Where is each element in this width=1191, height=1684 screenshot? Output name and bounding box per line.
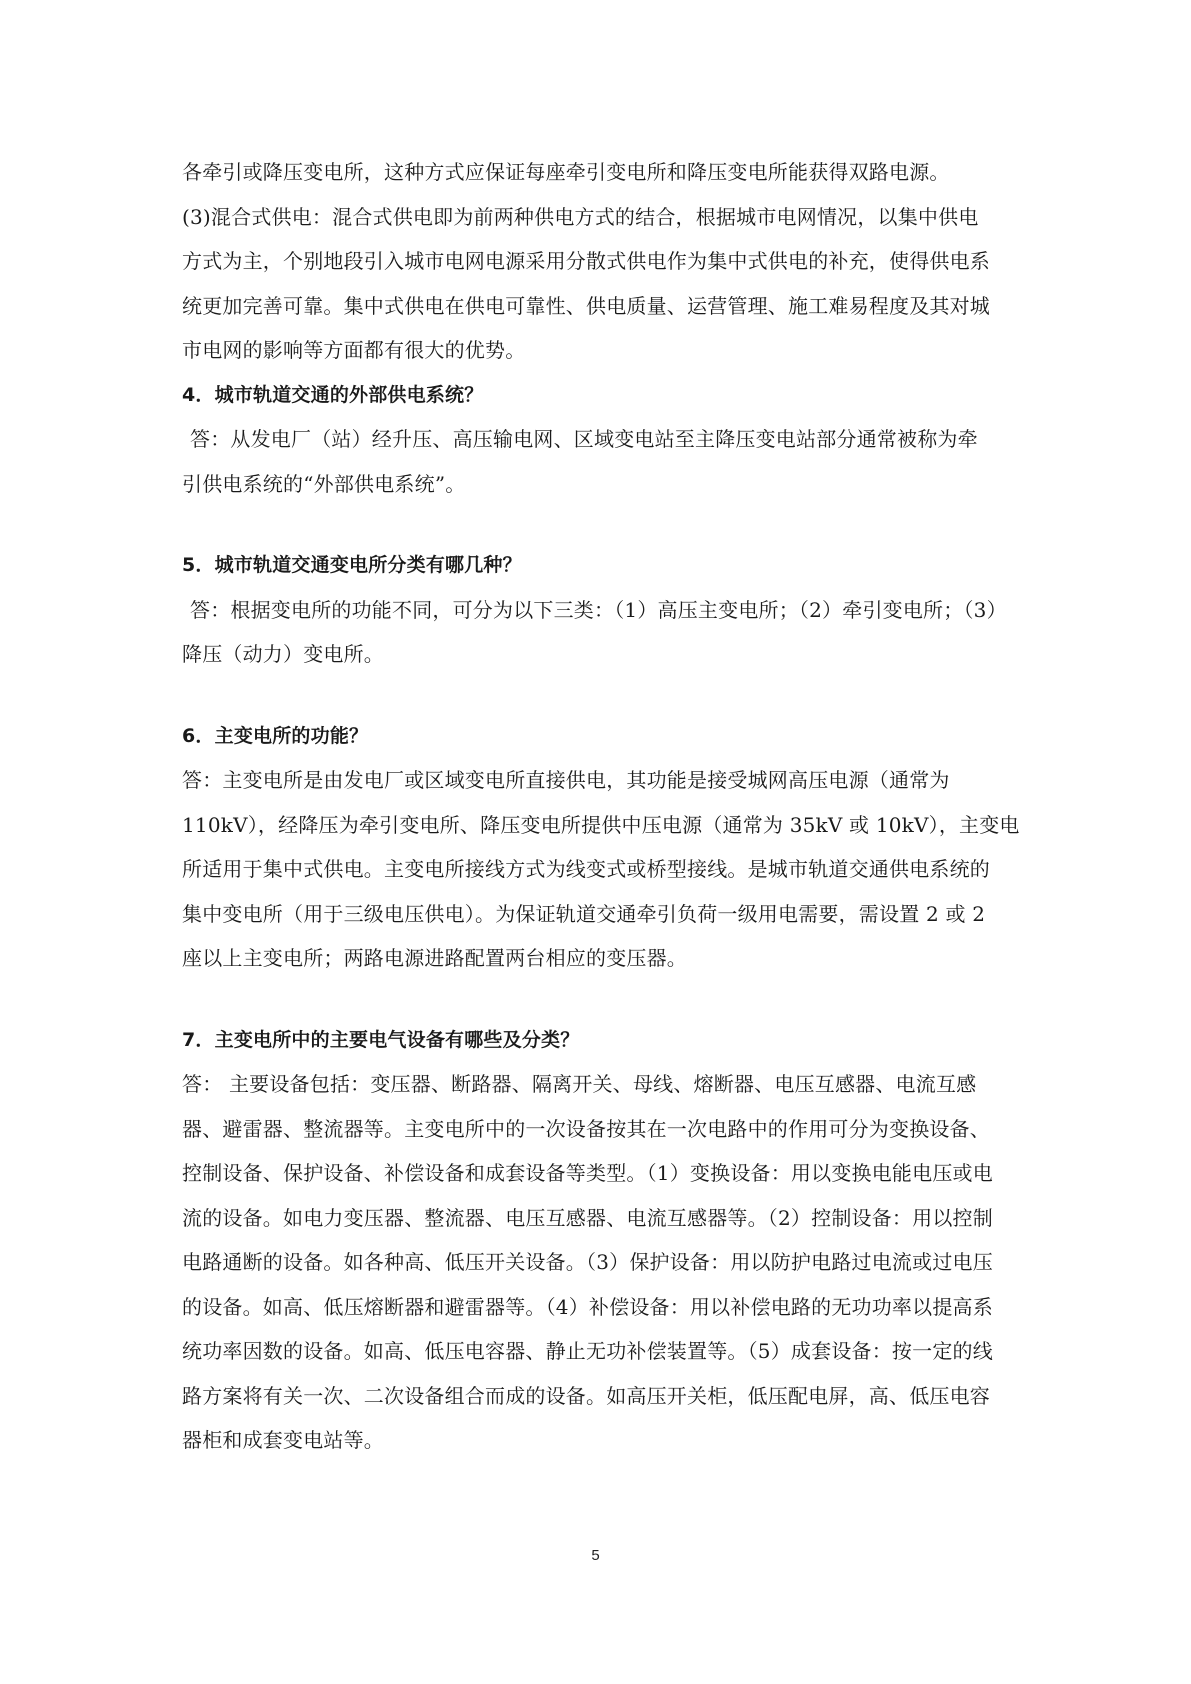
question-6-heading: 6．主变电所的功能？ bbox=[182, 724, 369, 747]
answer-line: 引供电系统的“外部供电系统”。 bbox=[182, 471, 466, 496]
answer-line: 的设备。如高、低压熔断器和避雷器等。（4）补偿设备：用以补偿电路的无功功率以提高系 bbox=[182, 1294, 993, 1319]
answer-line: 110kV），经降压为牵引变电所、降压变电所提供中压电源（通常为 35kV 或 10kV），主变电 bbox=[182, 812, 1020, 837]
answer-line: 答：根据变电所的功能不同，可分为以下三类：（1）高压主变电所；（2）牵引变电所；（3） bbox=[190, 597, 1007, 622]
answer-line: 降压（动力）变电所。 bbox=[182, 642, 384, 666]
section-gap bbox=[182, 981, 1016, 1018]
paragraph-line: (3)混合式供电：混合式供电即为前两种供电方式的结合，根据城市电网情况，以集中供电 bbox=[182, 204, 979, 229]
answer-line: 器、避雷器、整流器等。主变电所中的一次设备按其在一次电路中的作用可分为变换设备、 bbox=[182, 1116, 990, 1141]
page-number: 5 bbox=[591, 1547, 600, 1564]
paragraph-line: 统更加完善可靠。集中式供电在供电可靠性、供电质量、运营管理、施工难易程度及其对城 bbox=[182, 293, 990, 318]
answer-line: 流的设备。如电力变压器、整流器、电压互感器、电流互感器等。（2）控制设备：用以控制 bbox=[182, 1205, 993, 1230]
answer-line: 所适用于集中式供电。主变电所接线方式为线变式或桥型接线。是城市轨道交通供电系统的 bbox=[182, 857, 990, 881]
section-gap bbox=[182, 506, 1016, 543]
paragraph-line: 各牵引或降压变电所，这种方式应保证每座牵引变电所和降压变电所能获得双路电源。 bbox=[182, 160, 950, 184]
question-4-heading: 4．城市轨道交通的外部供电系统？ bbox=[182, 383, 484, 406]
answer-line: 答：主变电所是由发电厂或区域变电所直接供电，其功能是接受城网高压电源（通常为 bbox=[182, 768, 950, 792]
answer-line: 器柜和成套变电站等。 bbox=[182, 1428, 384, 1452]
answer-line: 答：从发电厂（站）经升压、高压输电网、区域变电站至主降压变电站部分通常被称为牵 bbox=[190, 427, 978, 451]
answer-line: 答： 主要设备包括：变压器、断路器、隔离开关、母线、熔断器、电压互感器、电流互感 bbox=[182, 1072, 977, 1096]
paragraph-line: 市电网的影响等方面都有很大的优势。 bbox=[182, 338, 526, 362]
paragraph-line: 方式为主，个别地段引入城市电网电源采用分散式供电作为集中式供电的补充，使得供电系 bbox=[182, 249, 990, 273]
answer-line: 电路通断的设备。如各种高、低压开关设备。（3）保护设备：用以防护电路过电流或过电压 bbox=[182, 1250, 993, 1274]
document-body bbox=[182, 150, 1020, 1463]
answer-line: 集中变电所（用于三级电压供电）。为保证轨道交通牵引负荷一级用电需要，需设置 2 或 2 bbox=[182, 901, 986, 926]
question-7-heading: 7．主变电所中的主要电气设备有哪些及分类？ bbox=[182, 1028, 580, 1051]
question-5-heading: 5．城市轨道交通变电所分类有哪几种？ bbox=[182, 554, 522, 576]
answer-line: 统功率因数的设备。如高、低压电容器、静止无功补偿装置等。（5）成套设备：按一定的线 bbox=[182, 1339, 993, 1363]
answer-line: 座以上主变电所；两路电源进路配置两台相应的变压器。 bbox=[182, 946, 687, 970]
answer-line: 路方案将有关一次、二次设备组合而成的设备。如高压开关柜，低压配电屏，高、低压电容 bbox=[182, 1383, 990, 1408]
section-gap bbox=[182, 677, 1016, 714]
answer-line: 控制设备、保护设备、补偿设备和成套设备等类型。（1）变换设备：用以变换电能电压或电 bbox=[182, 1161, 993, 1185]
